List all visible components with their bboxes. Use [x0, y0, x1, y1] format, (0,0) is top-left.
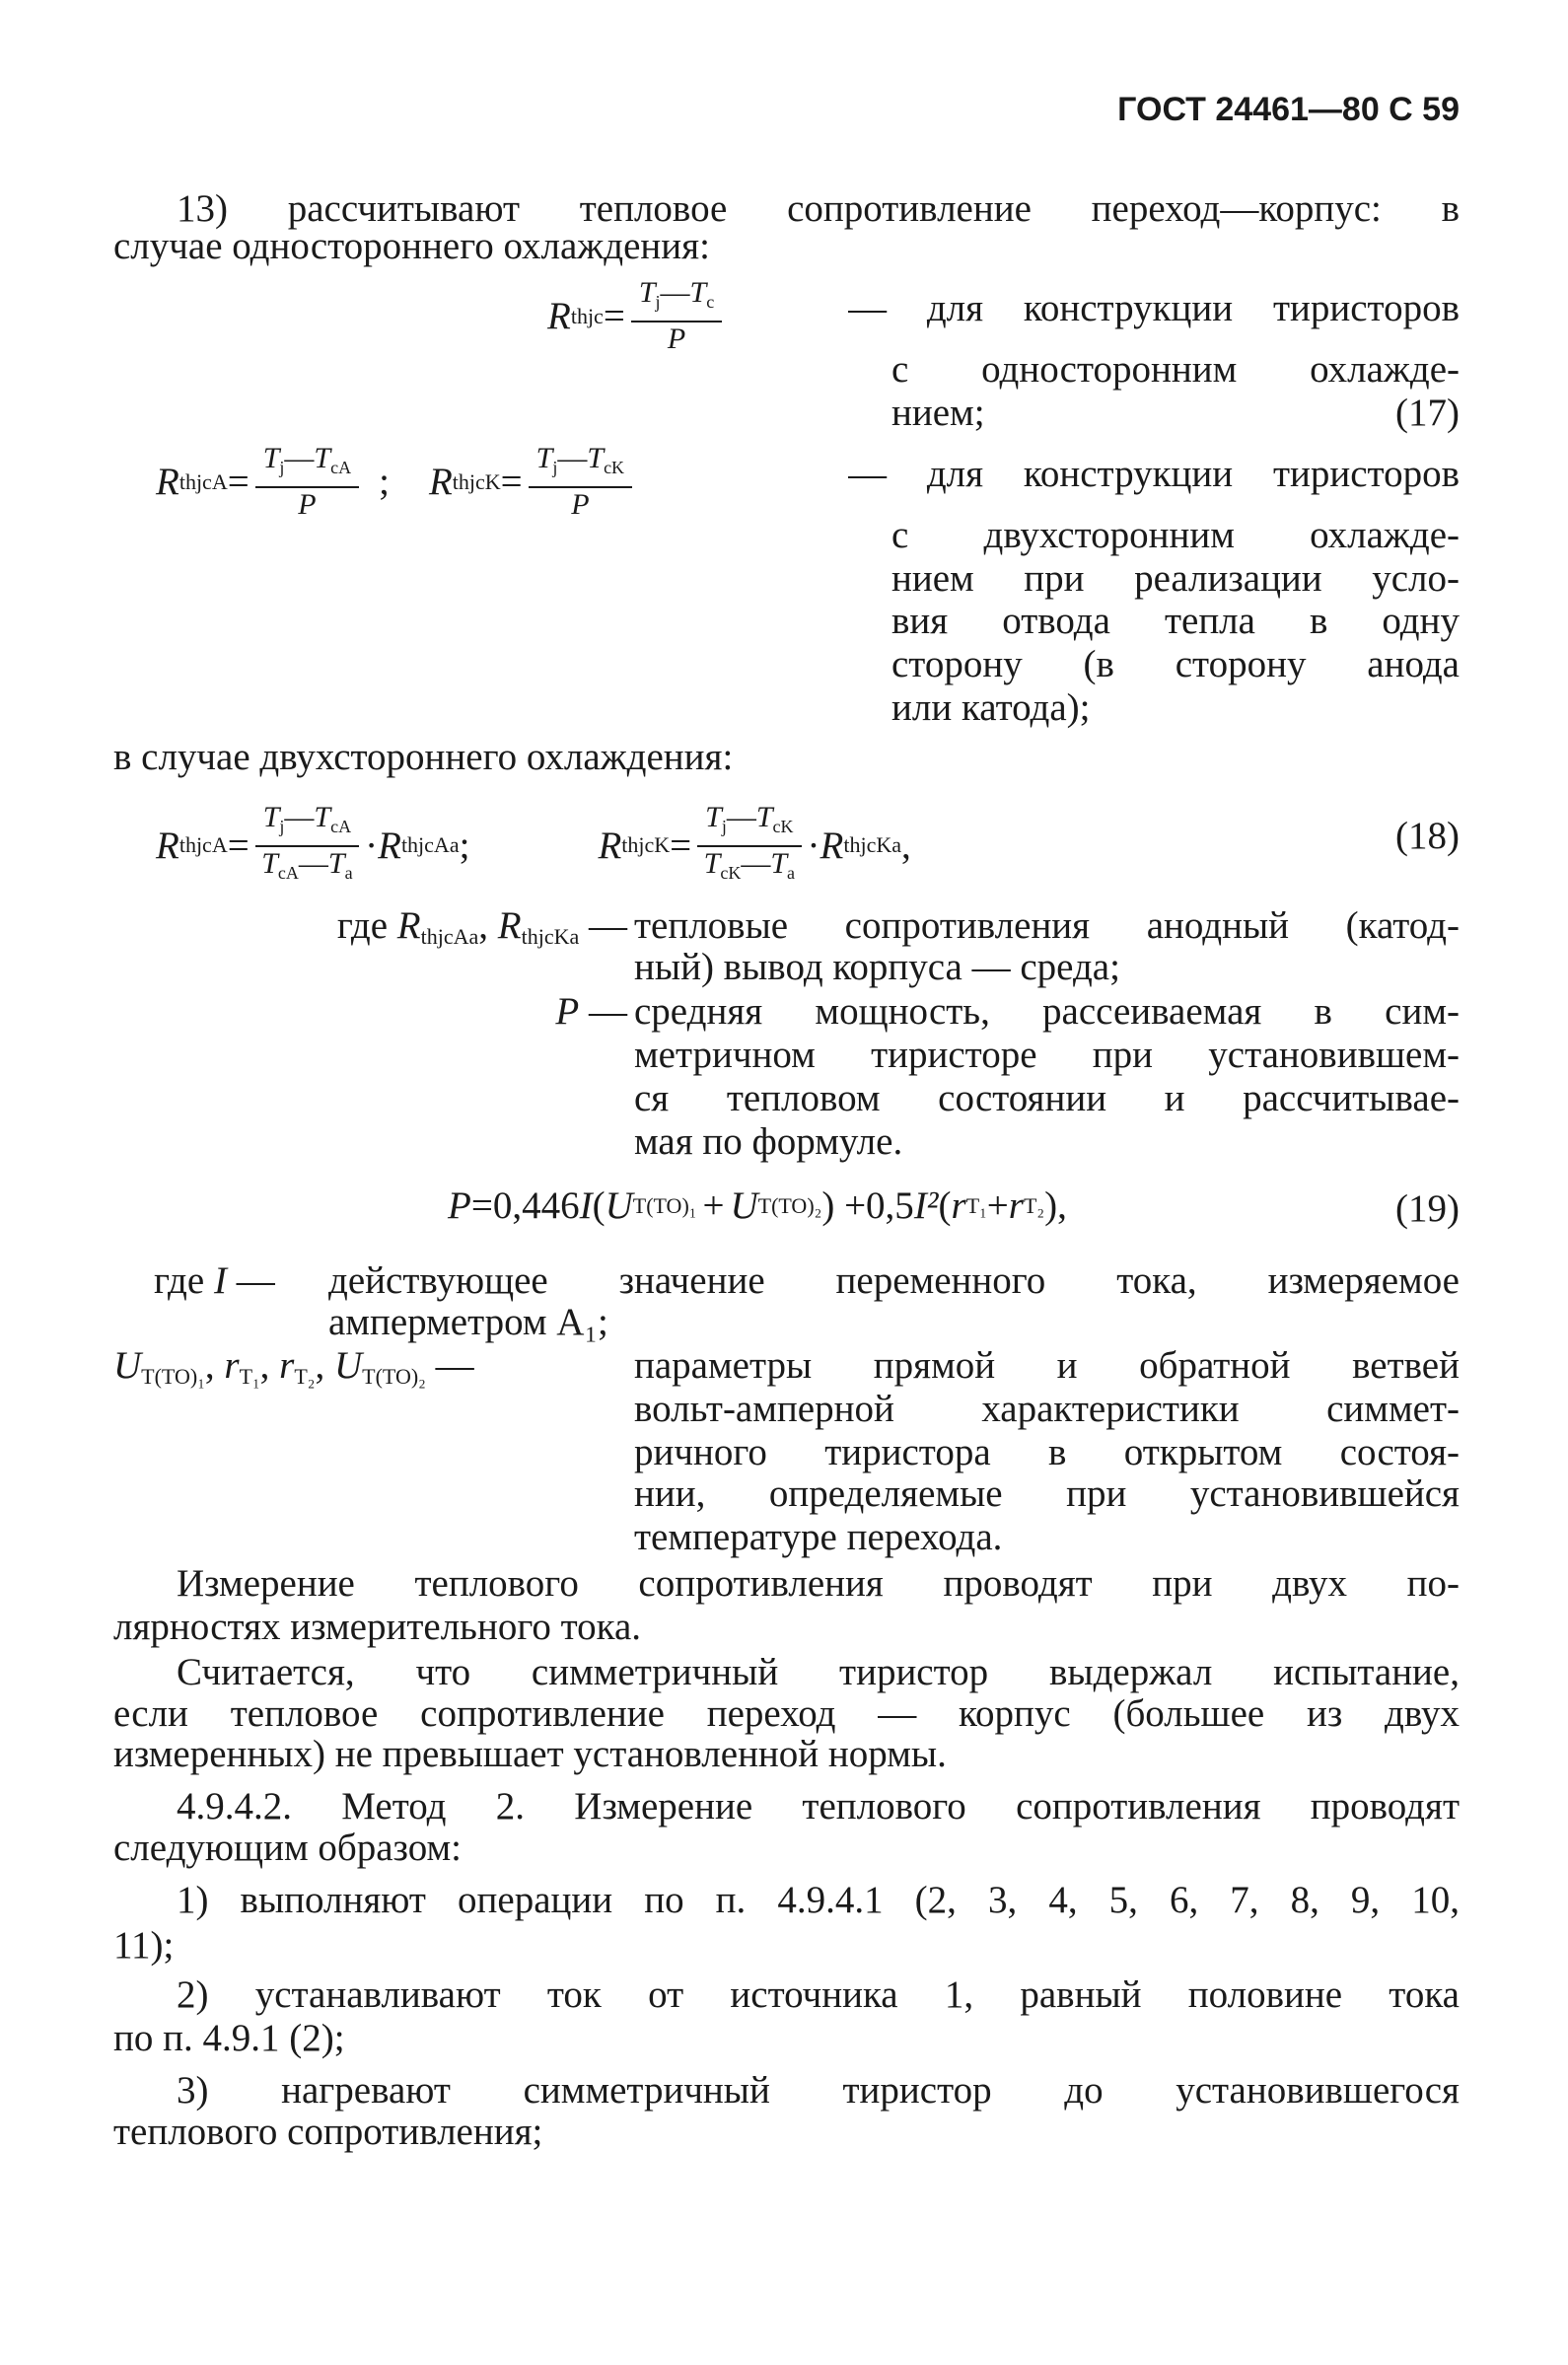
parameters-label: [113, 1344, 474, 1398]
symbol-r-lower: r: [951, 1184, 966, 1227]
comma: ,: [259, 1344, 270, 1387]
symbol-t: T: [689, 276, 707, 309]
subscript: j: [655, 292, 661, 312]
symbol-r: R: [378, 824, 401, 867]
subscript: thjcAa: [400, 832, 460, 857]
text-line: средняя мощность, рассеиваемая в сим-: [634, 990, 1460, 1033]
semicolon: ;: [459, 824, 470, 867]
comma: ,: [901, 824, 911, 867]
text-line: ся тепловом состоянии и рассчитывае-: [634, 1077, 1460, 1119]
comma: ,: [315, 1344, 325, 1387]
symbol-t: T: [638, 276, 656, 309]
subscript: thjcK: [621, 832, 671, 857]
denominator: [261, 847, 352, 890]
symbol-r: R: [820, 824, 844, 867]
subscript: thjcKa: [843, 832, 902, 857]
minus: —: [741, 847, 771, 880]
symbol-t: T: [262, 442, 280, 474]
text-line: вия отвода тепла в одну: [891, 600, 1460, 642]
equation-number-18: (18): [1395, 815, 1460, 857]
minus: —: [660, 276, 690, 309]
symbol-r: R: [156, 461, 179, 503]
text-line: лярностях измерительного тока.: [113, 1606, 642, 1648]
text-line: с односторонним охлажде-: [891, 348, 1460, 391]
subscript: a: [344, 863, 353, 883]
text-line: вольт-амперной характеристики симмет-: [634, 1388, 1460, 1430]
dash: —: [236, 1259, 275, 1302]
text-line: действующее значение переменного тока, измеряемое: [328, 1259, 1460, 1302]
formula-18: [156, 801, 911, 890]
text-line: 11);: [113, 1924, 175, 1967]
symbol-r-lower: r: [1008, 1184, 1024, 1227]
subscript: thjcK: [452, 468, 501, 494]
symbol-i-squared: I²: [913, 1184, 939, 1227]
text-line: следующим образом:: [113, 1827, 462, 1869]
dash: —: [589, 904, 627, 947]
symbol-r-lower: r: [224, 1344, 240, 1387]
symbol-i: I: [213, 1259, 227, 1302]
subscript: T₁: [965, 1192, 987, 1218]
subscript: T₁: [239, 1364, 260, 1389]
fraction: [255, 442, 359, 522]
symbol-r: R: [396, 904, 421, 947]
dash: —: [589, 990, 627, 1033]
subscript: T(TO)₂: [757, 1192, 822, 1218]
symbol-u: U: [113, 1344, 142, 1387]
minus: —: [726, 801, 756, 833]
fraction: [697, 801, 801, 890]
subscript: T(TO)₁: [632, 1192, 697, 1218]
equals: =: [670, 824, 692, 867]
text-line: с двухсторонним охлажде-: [891, 514, 1460, 556]
where-r-label: [337, 904, 627, 959]
equation-number-19: (19): [1395, 1187, 1460, 1230]
subscript: cA: [330, 817, 352, 836]
subscript: thjcAa: [420, 924, 479, 949]
subscript: T(TO)₁: [141, 1364, 205, 1389]
plus: +: [986, 1184, 1009, 1227]
symbol-r: R: [497, 904, 522, 947]
text-line: — для конструкции тиристоров: [848, 453, 1460, 495]
text-line: в случае двухстороннего охлаждения:: [113, 736, 734, 778]
formula-rthjc: [547, 276, 728, 356]
symbol-t: T: [314, 442, 331, 474]
symbol-u: U: [605, 1184, 633, 1227]
subscript: T₂: [294, 1364, 316, 1389]
text-line: или катода);: [891, 686, 1091, 729]
symbol-u: U: [730, 1184, 758, 1227]
symbol-r: R: [598, 824, 622, 867]
text-line: метричном тиристоре при установившем-: [634, 1034, 1460, 1076]
numerator: [697, 801, 801, 847]
paren: (: [592, 1184, 606, 1227]
minus: —: [557, 442, 588, 474]
symbol-t: T: [705, 801, 722, 833]
text-line: параметры прямой и обратной ветвей: [634, 1344, 1460, 1387]
symbol-u: U: [333, 1344, 363, 1387]
where-word: где: [154, 1259, 205, 1302]
where-p-label: [555, 990, 627, 1034]
fraction: [255, 801, 359, 890]
symbol-p: P: [555, 990, 580, 1033]
minus: —: [284, 801, 315, 833]
subscript: cA: [330, 458, 352, 477]
dot: ·: [365, 824, 379, 867]
symbol-t: T: [587, 442, 605, 474]
comma: ,: [204, 1344, 215, 1387]
text-line: если тепловое сопротивление переход — корпус (большее из двух: [113, 1692, 1460, 1735]
equation-number-17: (17): [1395, 392, 1460, 434]
text-line: 3) нагревают симметричный тиристор до установившегося: [177, 2069, 1460, 2112]
symbol-i: I: [579, 1184, 593, 1227]
numerator: [529, 442, 632, 488]
text-line: 2) устанавливают ток от источника 1, равный половине тока: [177, 1973, 1460, 2016]
subscript: thjcKa: [521, 924, 580, 949]
symbol-t: T: [327, 847, 345, 880]
text-line: Считается, что симметричный тиристор выдержал испытание,: [177, 1651, 1460, 1693]
page-header: ГОСТ 24461—80 С 59: [1117, 91, 1460, 128]
semicolon: ;: [379, 461, 390, 503]
text-line: 4.9.4.2. Метод 2. Измерение теплового сопротивления проводят: [177, 1785, 1460, 1828]
symbol-t: T: [755, 801, 773, 833]
subscript: thjcA: [178, 468, 228, 494]
symbol-p: P: [448, 1184, 471, 1227]
subscript: a: [787, 863, 796, 883]
where-word: где: [336, 904, 389, 947]
subscript: cA: [277, 863, 299, 883]
denominator: P: [667, 322, 686, 355]
text-line: измеренных) не превышает установленной нормы.: [113, 1733, 947, 1775]
where-i-label: [154, 1259, 275, 1303]
fraction: [529, 442, 632, 522]
symbol-r: R: [547, 295, 571, 337]
text-line: сторону (в сторону анода: [891, 643, 1460, 685]
denominator: P: [298, 488, 317, 521]
text-line: амперметром A₁;: [328, 1301, 608, 1343]
denominator: [704, 847, 795, 890]
symbol-t: T: [314, 801, 331, 833]
dash: —: [435, 1344, 474, 1387]
coefficient: ) +0,5: [821, 1184, 914, 1227]
text-line: по п. 4.9.1 (2);: [113, 2017, 345, 2059]
minus: —: [298, 847, 328, 880]
dot: ·: [807, 824, 820, 867]
paren: ),: [1044, 1184, 1067, 1227]
subscript: c: [706, 292, 715, 312]
text-line: теплового сопротивления;: [113, 2111, 543, 2153]
symbol-t: T: [535, 442, 553, 474]
subscript: j: [552, 458, 558, 477]
plus: +: [702, 1184, 725, 1227]
text-line: нии, определяемые при установившейся: [634, 1472, 1460, 1515]
text-line: случае одностороннего охлаждения:: [113, 225, 710, 267]
subscript: T(TO)₂: [362, 1364, 426, 1389]
paren: (: [938, 1184, 952, 1227]
equals: =: [227, 824, 249, 867]
subscript: j: [279, 817, 285, 836]
subscript: thjc: [570, 303, 604, 328]
symbol-t: T: [262, 801, 280, 833]
text-line: ный) вывод корпуса — среда;: [634, 946, 1120, 988]
equals: =: [227, 461, 249, 503]
text-line: 13) рассчитывают тепловое сопротивление переход—корпус: в: [177, 187, 1460, 230]
subscript: cK: [772, 817, 794, 836]
text-line: 1) выполняют операции по п. 4.9.4.1 (2, 3, 4, 5, 6, 7, 8, 9, 10,: [177, 1879, 1460, 1921]
symbol-r-lower: r: [279, 1344, 295, 1387]
text-line: тепловые сопротивления анодный (катод-: [634, 904, 1460, 947]
numerator: [255, 442, 359, 488]
text-line: Измерение теплового сопротивления проводят при двух по-: [177, 1562, 1460, 1605]
subscript: cK: [720, 863, 742, 883]
equals: =: [603, 295, 625, 337]
equals: =: [500, 461, 523, 503]
text-line: мая по формуле.: [634, 1120, 903, 1163]
fraction: [631, 276, 722, 356]
formula-rthjca-rthjck: [156, 442, 638, 522]
symbol-r: R: [428, 461, 453, 503]
subscript: j: [279, 458, 285, 477]
minus: —: [284, 442, 315, 474]
symbol-t: T: [703, 847, 721, 880]
subscript: thjcA: [178, 832, 228, 857]
text-line: температуре перехода.: [634, 1516, 1003, 1558]
subscript: cK: [604, 458, 625, 477]
denominator: P: [571, 488, 590, 521]
coefficient: =0,446: [470, 1184, 580, 1227]
text-line: нием;: [891, 392, 985, 434]
symbol-t: T: [261, 847, 278, 880]
formula-19: [448, 1183, 1067, 1228]
text-line: нием при реализации усло-: [891, 557, 1460, 600]
numerator: [631, 276, 722, 322]
subscript: j: [721, 817, 727, 836]
numerator: [255, 801, 359, 847]
symbol-r: R: [156, 824, 179, 867]
comma: ,: [478, 904, 489, 947]
text-line: — для конструкции тиристоров: [848, 287, 1460, 329]
text-line: ричного тиристора в открытом состоя-: [634, 1431, 1460, 1473]
subscript: T₂: [1023, 1192, 1045, 1218]
symbol-t: T: [770, 847, 788, 880]
